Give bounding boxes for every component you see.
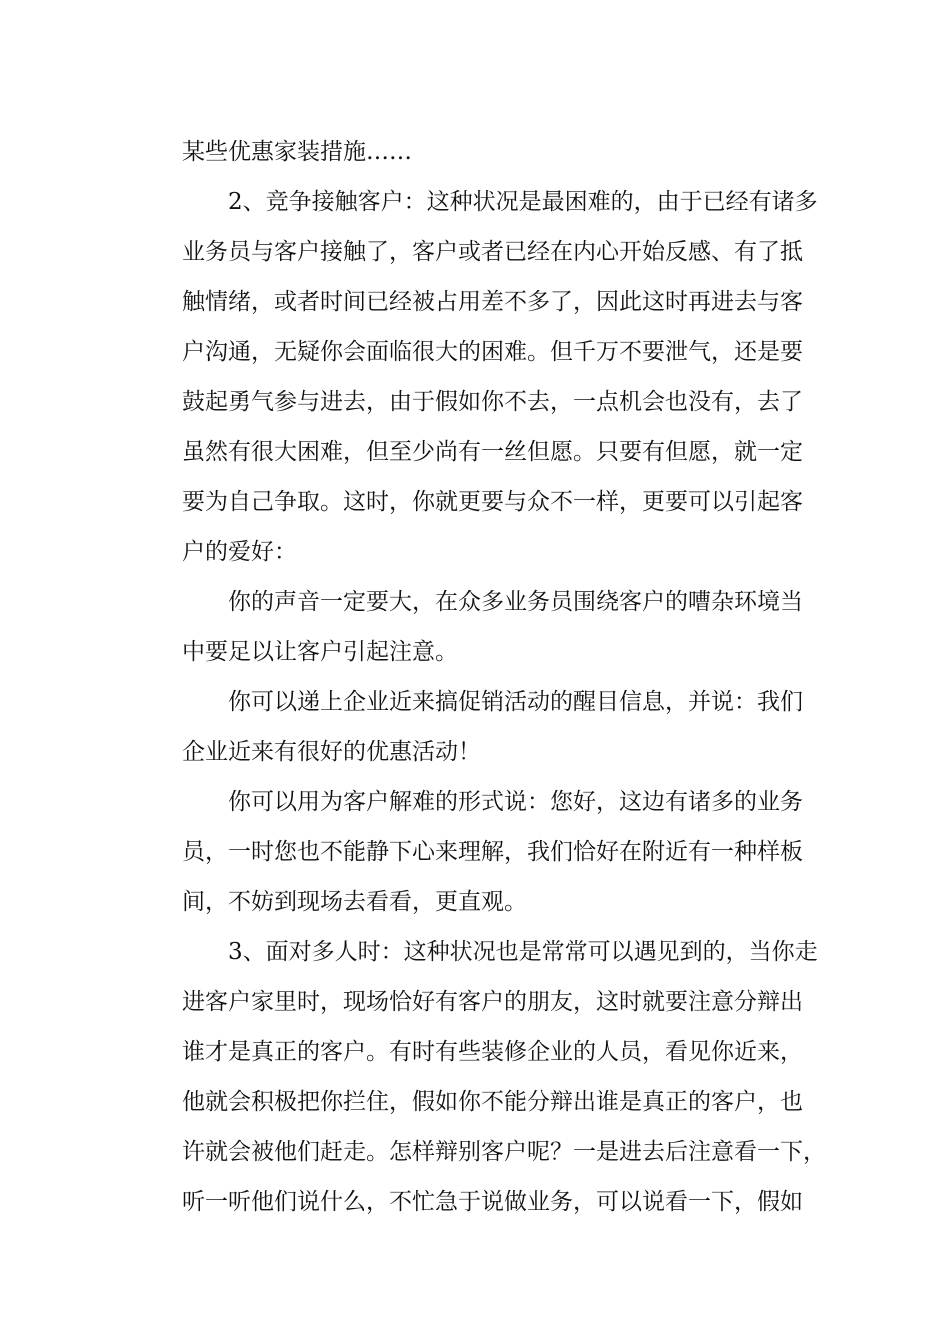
text-line: 进客户家里时，现场恰好有客户的朋友，这时就要注意分辩出 bbox=[182, 989, 803, 1015]
text-line: 你可以递上企业近来搞促销活动的醒目信息，并说：我们 bbox=[228, 689, 803, 715]
text-line: 业务员与客户接触了，客户或者已经在内心开始反感、有了抵 bbox=[182, 239, 803, 265]
text-line: 要为自己争取。这时，你就更要与众不一样，更要可以引起客 bbox=[182, 489, 803, 515]
text-line: 中要足以让客户引起注意。 bbox=[182, 639, 458, 665]
text-line: 员，一时您也不能静下心来理解，我们恰好在附近有一种样板 bbox=[182, 839, 803, 865]
text-line: 户的爱好： bbox=[182, 539, 297, 565]
text-line: 听一听他们说什么，不忙急于说做业务，可以说看一下，假如 bbox=[182, 1189, 803, 1215]
text-line: 2、竞争接触客户：这种状况是最困难的，由于已经有诸多 bbox=[228, 189, 818, 215]
text-line: 虽然有很大困难，但至少尚有一丝但愿。只要有但愿，就一定 bbox=[182, 439, 803, 465]
text-line: 户沟通，无疑你会面临很大的困难。但千万不要泄气，还是要 bbox=[182, 339, 803, 365]
text-line: 他就会积极把你拦住，假如你不能分辩出谁是真正的客户，也 bbox=[182, 1089, 803, 1115]
text-line: 某些优惠家装措施…… bbox=[182, 139, 412, 165]
text-line: 你可以用为客户解难的形式说：您好，这边有诸多的业务 bbox=[228, 789, 803, 815]
text-line: 间，不妨到现场去看看，更直观。 bbox=[182, 889, 527, 915]
text-line: 企业近来有很好的优惠活动！ bbox=[182, 739, 481, 765]
text-line: 3、面对多人时：这种状况也是常常可以遇见到的，当你走 bbox=[228, 939, 818, 965]
text-line: 你的声音一定要大，在众多业务员围绕客户的嘈杂环境当 bbox=[228, 589, 803, 615]
text-line: 鼓起勇气参与进去，由于假如你不去，一点机会也没有，去了 bbox=[182, 389, 803, 415]
text-line: 触情绪，或者时间已经被占用差不多了，因此这时再进去与客 bbox=[182, 289, 803, 315]
text-line: 许就会被他们赶走。怎样辩别客户呢？一是进去后注意看一下， bbox=[182, 1139, 826, 1165]
text-line: 谁才是真正的客户。有时有些装修企业的人员，看见你近来， bbox=[182, 1039, 803, 1065]
